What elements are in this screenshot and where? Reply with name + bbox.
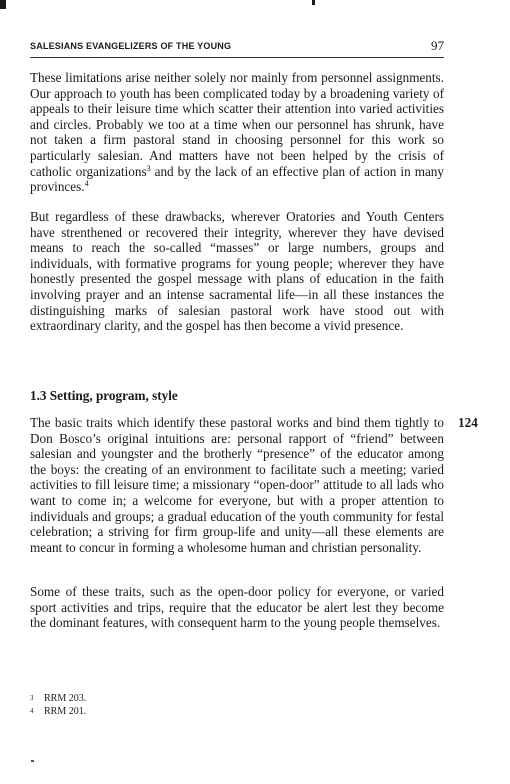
footnote-3 <box>30 692 86 705</box>
paragraph-4-text: Some of these traits, such as the open-door policy for everyone, or varied sport activities and trips, require that the educator be alert lest they become the dominant features, with consequent harm to the young people themselves. <box>30 584 444 631</box>
paragraph-3-text: The basic traits which identify these pastoral works and bind them tightly to Don Bosco’s original intuitions are: personal rapport of “friend” between salesian and youngster and the brotherly “presence” of the educator among the boys: the creating of an environment to facilitate such a meeting; varied activities to fill leisure time; a missionary “open-door” attitude to all lads who want to come in; a welcome for everyone, but with a proper attention to individuals and groups; a gradual education of the youth community for festal celebration; a striving for firm group-life and unity—all these elements are meant to concur in forming a wholesome human and christian personality. <box>30 415 444 555</box>
running-title: SALESIANS EVANGELIZERS OF THE YOUNG <box>30 41 232 51</box>
margin-paragraph-number: 124 <box>458 415 478 430</box>
paragraph-3 <box>30 415 444 555</box>
paragraph-2 <box>30 209 444 334</box>
footnote-4-text: RRM 201. <box>44 706 87 717</box>
footnote-ref-3: 3 <box>146 163 151 173</box>
page-number: 97 <box>431 38 444 53</box>
footnote-ref-4: 4 <box>84 179 89 189</box>
footnote-4-mark: 4 <box>30 707 34 715</box>
header-rule <box>30 57 444 58</box>
scan-edge-mark <box>0 0 6 9</box>
paragraph-2-text: But regardless of these drawbacks, wherever Oratories and Youth Centers have strenthened or recovered their integrity, wherever they have devised means to reach the so-called “masses” or large numbers, groups and individuals, with formative programs for young people; wherever they have honestly presented the gospel message with plans of education in the faith involving prayer and an intense sacramental life—in all these instances the distinguishing marks of salesian pastoral work have stood out with extraordinary clarity, and the gospel has then become a vivid presence. <box>30 209 444 334</box>
footnote-3-text: RRM 203. <box>44 693 87 704</box>
paragraph-4 <box>30 584 444 631</box>
footnote-4 <box>30 705 86 718</box>
paragraph-1 <box>30 70 444 195</box>
running-head <box>30 39 444 55</box>
scan-speck <box>31 760 34 762</box>
footnote-3-mark: 3 <box>30 694 34 702</box>
scan-edge-tick <box>312 0 315 5</box>
paragraph-1-text-continued: and by the lack of an effective plan of action in many provinces. <box>30 163 444 195</box>
footnotes <box>30 692 86 718</box>
paragraph-1-text: These limitations arise neither solely nor mainly from personnel assignments. Our approach to youth has been complicated today by a broadening variety of appeals to their leisure time which scatter their attention into varied activities and circles. Probably we too at a time when our personnel has shrunk, have not taken a firm pastoral stand in choosing personnel for this work so particularly salesian. And matters have not been helped by the crisis of catholic organizations <box>30 70 444 179</box>
section-heading: 1.3 Setting, program, style <box>30 388 178 403</box>
